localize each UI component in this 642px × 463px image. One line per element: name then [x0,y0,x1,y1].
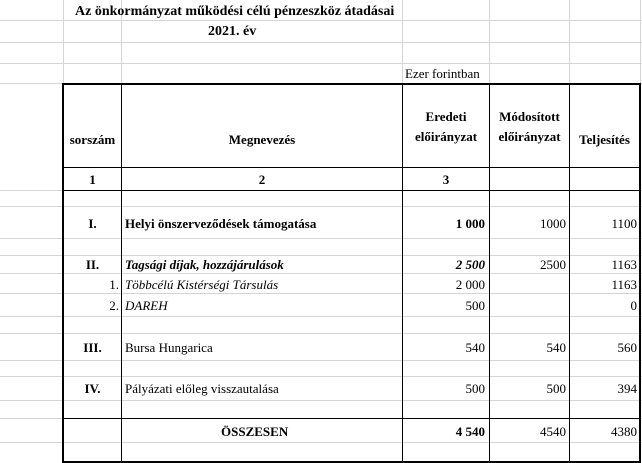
row-number: III. [83,340,102,355]
row-number: I. [88,216,97,231]
row-teljesites: 1163 [611,277,637,292]
header-eredeti-line2: előirányzat [414,129,478,144]
row-number: 2. [109,298,119,313]
row-number: 1. [109,277,119,292]
row-number: II. [85,257,100,272]
row-modositott: 1000 [540,216,566,231]
row-number: IV. [84,381,101,396]
row-name: DAREH [125,298,168,313]
header-modositott-line2: előirányzat [498,129,561,144]
row-name: Helyi önszerveződések támogatása [125,216,317,231]
total-label: ÖSSZESEN [221,424,289,439]
row-teljesites: 394 [617,381,637,396]
row-modositott: 500 [546,381,566,396]
page-title: Az önkormányzat működési célú pénzeszköz átadásai [75,4,395,19]
total-eredeti: 4 540 [455,424,485,439]
col-number: 2 [258,172,266,187]
row-modositott: 2500 [540,257,566,272]
row-teljesites: 560 [617,340,637,355]
header-teljesites: Teljesítés [579,132,630,147]
row-teljesites: 0 [630,298,637,313]
row-name: Pályázati előleg visszautalása [125,381,279,396]
row-eredeti: 500 [465,381,485,396]
year-label: 2021. év [208,24,257,39]
row-eredeti: 540 [465,340,485,355]
total-teljesites: 4380 [611,424,637,439]
row-eredeti: 1 000 [455,216,485,231]
header-sorszam: sorszám [69,132,116,147]
row-eredeti: 2 500 [455,257,485,272]
unit-note: Ezer forintban [405,66,480,81]
total-modositott: 4540 [540,424,566,439]
col-number: 1 [89,172,96,187]
header-modositott-line1: Módosított [499,109,560,124]
row-modositott: 540 [546,340,566,355]
row-eredeti: 500 [465,298,485,313]
header-eredeti-line1: Eredeti [425,109,467,124]
row-name: Tagsági díjak, hozzájárulások [125,257,284,272]
header-megnevezes: Megnevezés [228,132,296,147]
row-teljesites: 1163 [611,257,637,272]
row-name: Bursa Hungarica [125,340,213,355]
row-eredeti: 2 000 [455,277,485,292]
row-name: Többcélú Kistérségi Társulás [125,277,279,292]
col-number: 3 [442,172,450,187]
row-teljesites: 1100 [611,216,637,231]
